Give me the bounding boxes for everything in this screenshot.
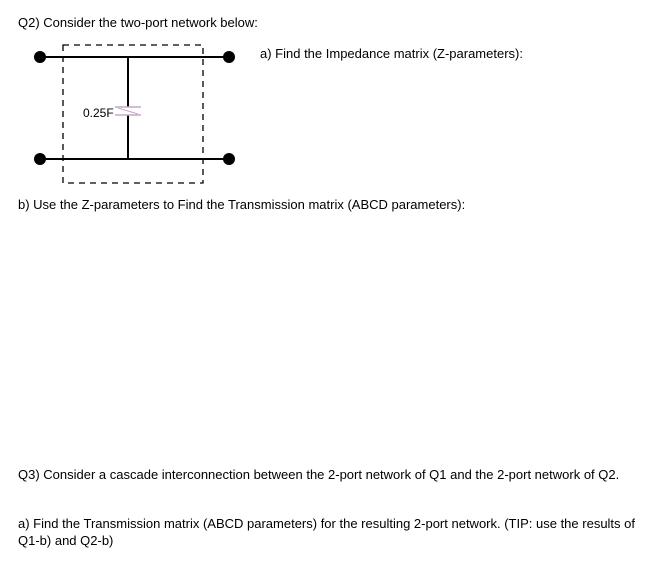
capacitor-mark <box>118 108 138 114</box>
q2-part-a: a) Find the Impedance matrix (Z-parameters): <box>260 46 523 61</box>
q2-part-b: b) Use the Z-parameters to Find the Transmission matrix (ABCD parameters): <box>18 197 466 212</box>
q2-header: Q2) Consider the two-port network below: <box>18 15 258 30</box>
q3-part-a: a) Find the Transmission matrix (ABCD parameters) for the resulting 2-port network. (TIP: use the results of Q1-b) and Q2-b) <box>18 516 635 548</box>
q3-header: Q3) Consider a cascade interconnection between the 2-port network of Q1 and the 2-port network of Q2. <box>18 467 620 482</box>
two-port-circuit-diagram <box>0 0 240 190</box>
capacitor-label: 0.25F <box>83 106 114 120</box>
